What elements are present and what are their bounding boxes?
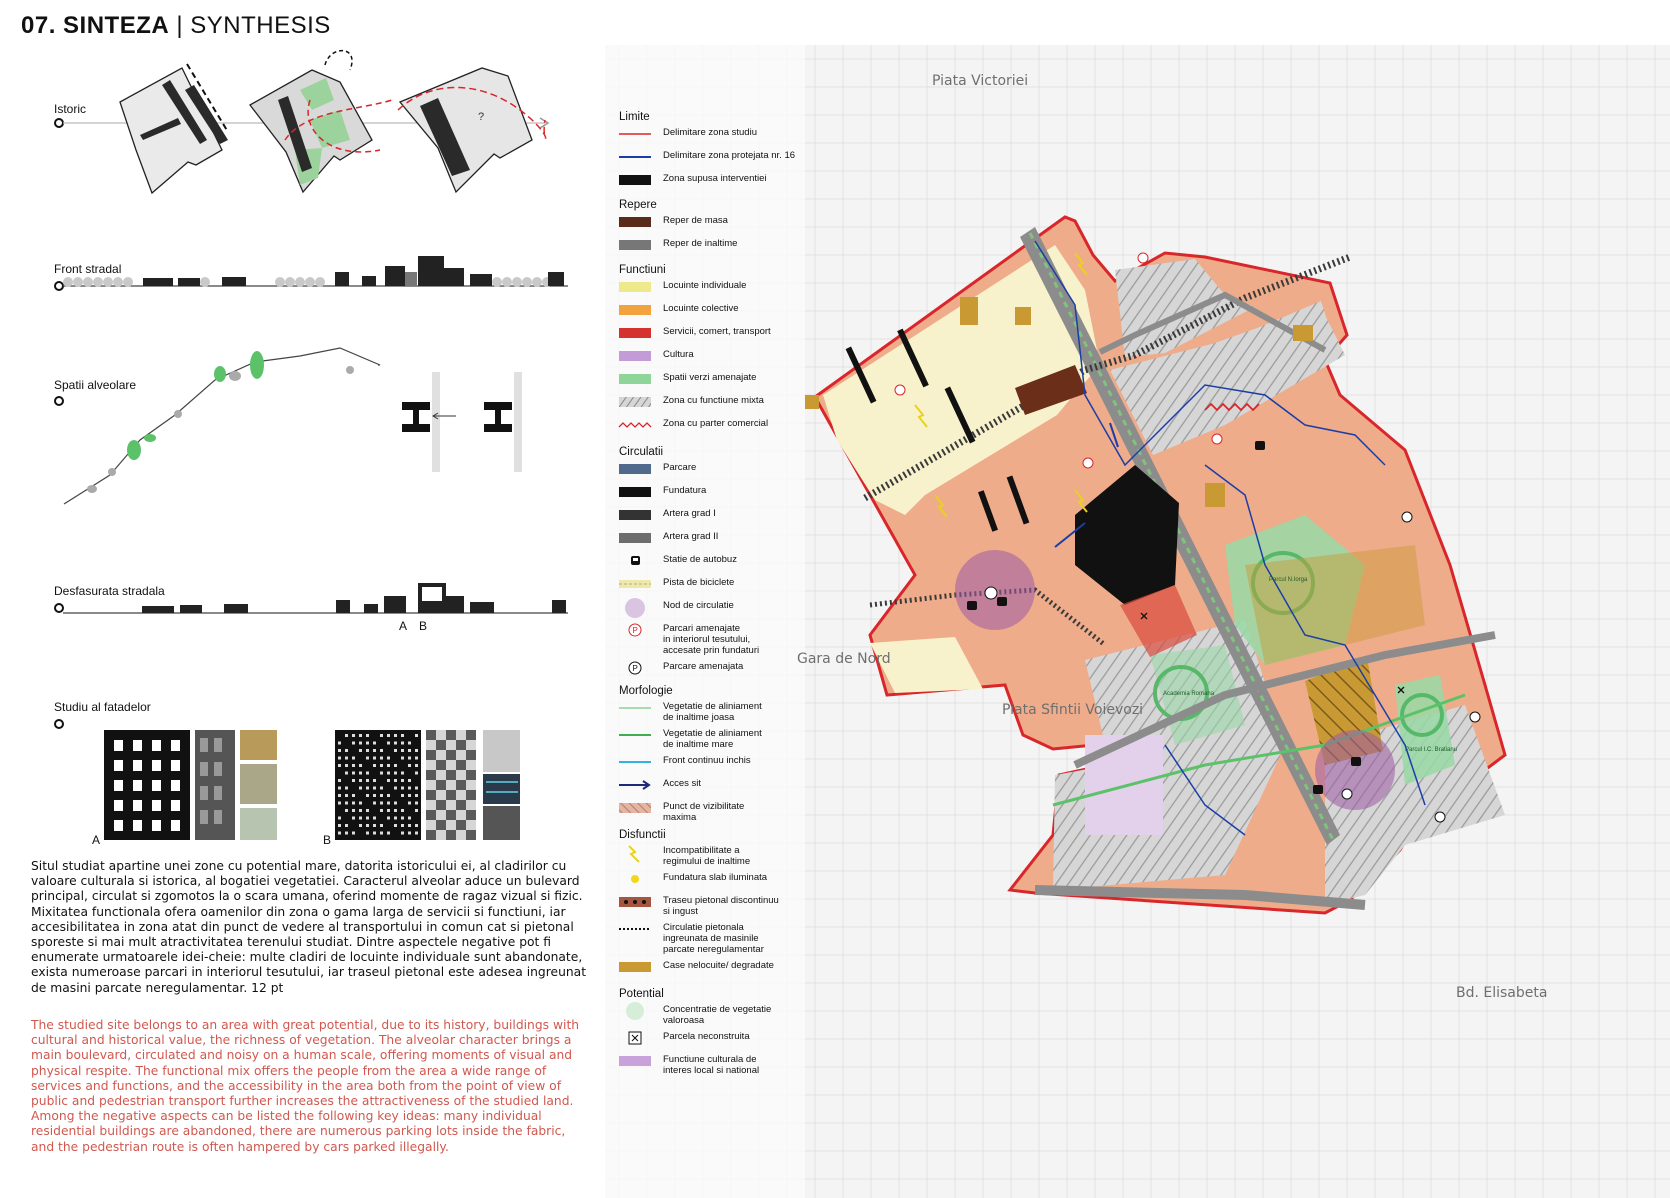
- black-fill-icon: [619, 173, 663, 191]
- red-line-icon: [619, 127, 663, 145]
- legend-item-label: Circulatie pietonala ingreunata de masinile parcate neregulamentar: [663, 922, 764, 955]
- legend-item: [619, 801, 809, 823]
- desfasurata-label-a: A: [399, 619, 408, 633]
- arrow-icon: [619, 778, 663, 796]
- istoric-question-mark: ?: [478, 111, 485, 123]
- legend-item-label: Front continuu inchis: [663, 755, 751, 766]
- analysis-diagrams: [0, 40, 600, 850]
- cross-box-icon: [619, 1031, 663, 1049]
- legend-item-label: Functiune culturala de interes local si national: [663, 1054, 760, 1076]
- legend-item: [619, 395, 809, 413]
- description-english: The studied site belongs to an area with great potential, due to its history, buildings with cultural and historical value, the richness of vegetation. The alveolar character brings a main boulevard, circulated and noisy on a human scale, offering moments of visual and physical respite. The functional mix offers the people from the area a wide range of services and functions, and the accessibility in the area both from the point of view of public and pedestrian transport further increases the attractiveness of the studied land. Among the negative aspects can be listed the following key ideas: many individual residential buildings are abandoned, there are numerous parking lots inside the fabric, and the pedestrian route is often hampered by cars parked illegally.: [31, 1018, 580, 1154]
- legend-item: [619, 1054, 809, 1076]
- lilac-fill-icon: [619, 1054, 663, 1072]
- park-label-bratianu: Parcul I.C. Bratianu: [1405, 747, 1458, 753]
- legend-item-label: Nod de circulatie: [663, 600, 734, 611]
- istoric-diagram: [55, 51, 548, 193]
- blue-gray-fill-icon: [619, 462, 663, 480]
- legend-item: [619, 173, 809, 191]
- bike-lane-icon: [619, 577, 663, 595]
- purple-fill-icon: [619, 349, 663, 367]
- yellow-fill-icon: [619, 280, 663, 298]
- legend-item: [619, 623, 809, 656]
- legend-item-label: Zona cu parter comercial: [663, 418, 769, 429]
- legend-section-functiuni: [619, 264, 809, 436]
- fatade-label-a: A: [92, 833, 101, 847]
- legend-section-title: Potential: [619, 988, 664, 1000]
- legend-item: [619, 531, 809, 549]
- bus-icon: [619, 554, 663, 572]
- node-circle-icon: [619, 600, 663, 618]
- legend-item: [619, 778, 809, 796]
- legend-item-label: Artera grad I: [663, 508, 716, 519]
- legend-item: [619, 372, 809, 390]
- spatii-alveolare-label: Spatii alveolare: [54, 378, 137, 392]
- legend-item: [619, 577, 809, 595]
- legend-item: [619, 150, 809, 168]
- legend-item-label: Incompatibilitate a regimului de inaltime: [663, 845, 751, 867]
- spatii-alveolare-diagram: [55, 348, 522, 504]
- place-gara-de-nord: Gara de Nord: [797, 651, 891, 667]
- legend-item: [619, 462, 809, 480]
- legend-item: [619, 872, 809, 890]
- legend-item-label: Delimitare zona studiu: [663, 127, 757, 138]
- legend-item-label: Vegetatie de aliniament de inaltime mare: [663, 728, 762, 750]
- legend-section-title: Limite: [619, 111, 650, 123]
- legend-item: [619, 600, 809, 618]
- legend-item-label: Fundatura slab iluminata: [663, 872, 768, 883]
- desfasurata-label-b: B: [419, 619, 428, 633]
- legend-item-label: Parcare amenajata: [663, 661, 744, 672]
- gray-bar-icon: [619, 531, 663, 549]
- legend-item-label: Fundatura: [663, 485, 707, 496]
- legend-item-label: Cultura: [663, 349, 694, 360]
- legend-item: [619, 728, 809, 750]
- description-romanian: Situl studiat apartine unei zone cu potential mare, datorita istoricului ei, al cladirilor cu valoare culturala si istorica, al bogatiei vegetatiei. Caracterul alveolar aduce un bulevard principal, circulat si zgomotos la o scara umana, oferind momente de ragaz vizual si fizic. Mixitatea functionala ofera oamenilor din zona o gama larga de servicii si functiuni, iar accesibilitatea in zona atat din punct de vedere al transportului in comun cat si pietonal sporeste si mai mult atractivitatea terenului studiat. Dintre aspectele negative pot fi enumerate urmatoarele idei-cheie: multe cladiri de locuinte individuale sunt abandonate, exista numeroase parcari in interiorul tesutului, iar traseul pietonal este adesea ingreunat de masini parcate neregulamentar. 12 pt: [31, 859, 587, 995]
- legend-item: [619, 1031, 809, 1049]
- sun-icon: [619, 872, 663, 890]
- legend-item-label: Artera grad II: [663, 531, 719, 542]
- park-label-academia: Academia Romana: [1163, 691, 1215, 697]
- orange-fill-icon: [619, 303, 663, 321]
- fatade-label: Studiu al fatadelor: [54, 700, 151, 714]
- legend-item-label: Statie de autobuz: [663, 554, 737, 565]
- map-legend: [619, 103, 809, 1081]
- title-bold: 07. SINTEZA: [21, 12, 170, 39]
- legend-item-label: Concentratie de vegetatie valoroasa: [663, 1004, 772, 1026]
- legend-section-potential: [619, 988, 809, 1076]
- legend-item-label: Locuinte individuale: [663, 280, 747, 291]
- legend-item: [619, 280, 809, 298]
- legend-item: [619, 661, 809, 679]
- legend-item: [619, 349, 809, 367]
- orange-hatch-icon: [619, 801, 663, 819]
- legend-item: [619, 326, 809, 344]
- legend-item-label: Zona cu functiune mixta: [663, 395, 764, 406]
- light-green-line-icon: [619, 701, 663, 719]
- legend-item: [619, 845, 809, 867]
- legend-item-label: Reper de masa: [663, 215, 728, 226]
- legend-section-title: Morfologie: [619, 685, 673, 697]
- place-bd-elisabeta: Bd. Elisabeta: [1456, 985, 1548, 1001]
- hatch-icon: [619, 395, 663, 413]
- svg-text:P: P: [632, 626, 638, 635]
- legend-item: [619, 895, 809, 917]
- green-fill-icon: [619, 372, 663, 390]
- parking-red-icon: [619, 623, 663, 641]
- legend-section-repere: [619, 199, 809, 256]
- brown-fill-icon: [619, 215, 663, 233]
- legend-item-label: Parcari amenajate in interiorul tesutului, accesate prin fundaturi: [663, 623, 760, 656]
- legend-section-disfunctii: [619, 829, 809, 978]
- legend-item-label: Parcela neconstruita: [663, 1031, 750, 1042]
- legend-item-label: Acces sit: [663, 778, 702, 789]
- legend-item-label: Case nelocuite/ degradate: [663, 960, 774, 971]
- legend-item-label: Traseu pietonal discontinuu si ingust: [663, 895, 779, 917]
- traffic-node-east: [1315, 730, 1395, 810]
- legend-section-title: Functiuni: [619, 264, 666, 276]
- istoric-label: Istoric: [54, 102, 87, 116]
- black-bar-icon: [619, 485, 663, 503]
- cyan-line-icon: [619, 755, 663, 773]
- legend-item-label: Delimitare zona protejata nr. 16: [663, 150, 796, 161]
- legend-item-label: Spatii verzi amenajate: [663, 372, 757, 383]
- legend-section-limite: [619, 111, 809, 191]
- page-title: [21, 12, 331, 40]
- red-fill-icon: [619, 326, 663, 344]
- gray-fill-icon: [619, 238, 663, 256]
- legend-item: [619, 127, 809, 145]
- legend-item-label: Servicii, comert, transport: [663, 326, 771, 337]
- dark-gray-bar-icon: [619, 508, 663, 526]
- title-separator: |: [176, 12, 184, 39]
- legend-item: [619, 215, 809, 233]
- desfasurata-label: Desfasurata stradala: [54, 584, 165, 598]
- legend-section-title: Repere: [619, 199, 657, 211]
- lightning-icon: [619, 845, 663, 863]
- park-label-iorga: Parcul N.Iorga: [1269, 577, 1308, 583]
- legend-item: [619, 922, 809, 955]
- legend-item: [619, 755, 809, 773]
- title-light: SYNTHESIS: [190, 12, 331, 39]
- legend-item: [619, 1004, 809, 1026]
- fatade-label-b: B: [323, 833, 332, 847]
- legend-item: [619, 701, 809, 723]
- legend-item: [619, 508, 809, 526]
- place-piata-sfintii-voievozi: Piata Sfintii Voievozi: [1002, 702, 1144, 718]
- legend-item-label: Parcare: [663, 462, 697, 473]
- svg-text:P: P: [632, 664, 638, 673]
- legend-item-label: Locuinte colective: [663, 303, 739, 314]
- legend-item-label: Pista de biciclete: [663, 577, 735, 588]
- dotted-line-icon: [619, 922, 663, 940]
- legend-item-label: Reper de inaltime: [663, 238, 738, 249]
- red-zigzag-icon: [619, 418, 663, 436]
- green-circle-icon: [619, 1004, 663, 1022]
- place-piata-victoriei: Piata Victoriei: [932, 73, 1029, 89]
- fatade-diagram: [55, 720, 520, 847]
- legend-item: [619, 418, 809, 436]
- front-stradal-diagram: [55, 256, 568, 290]
- legend-item-label: Punct de vizibilitate maxima: [663, 801, 745, 823]
- dotted-bar-icon: [619, 895, 663, 913]
- legend-item-label: Vegetatie de aliniament de inaltime joasa: [663, 701, 762, 723]
- front-stradal-label: Front stradal: [54, 262, 122, 276]
- legend-section-title: Disfunctii: [619, 829, 666, 841]
- legend-item: [619, 554, 809, 572]
- legend-item: [619, 960, 809, 978]
- blue-line-icon: [619, 150, 663, 168]
- legend-item-label: Zona supusa interventiei: [663, 173, 767, 184]
- green-line-icon: [619, 728, 663, 746]
- parking-black-icon: [619, 661, 663, 679]
- ochre-fill-icon: [619, 960, 663, 978]
- legend-section-morfologie: [619, 685, 809, 823]
- legend-section-title: Circulatii: [619, 446, 664, 458]
- legend-item: [619, 238, 809, 256]
- legend-item: [619, 485, 809, 503]
- legend-item: [619, 303, 809, 321]
- legend-section-circulatii: [619, 446, 809, 679]
